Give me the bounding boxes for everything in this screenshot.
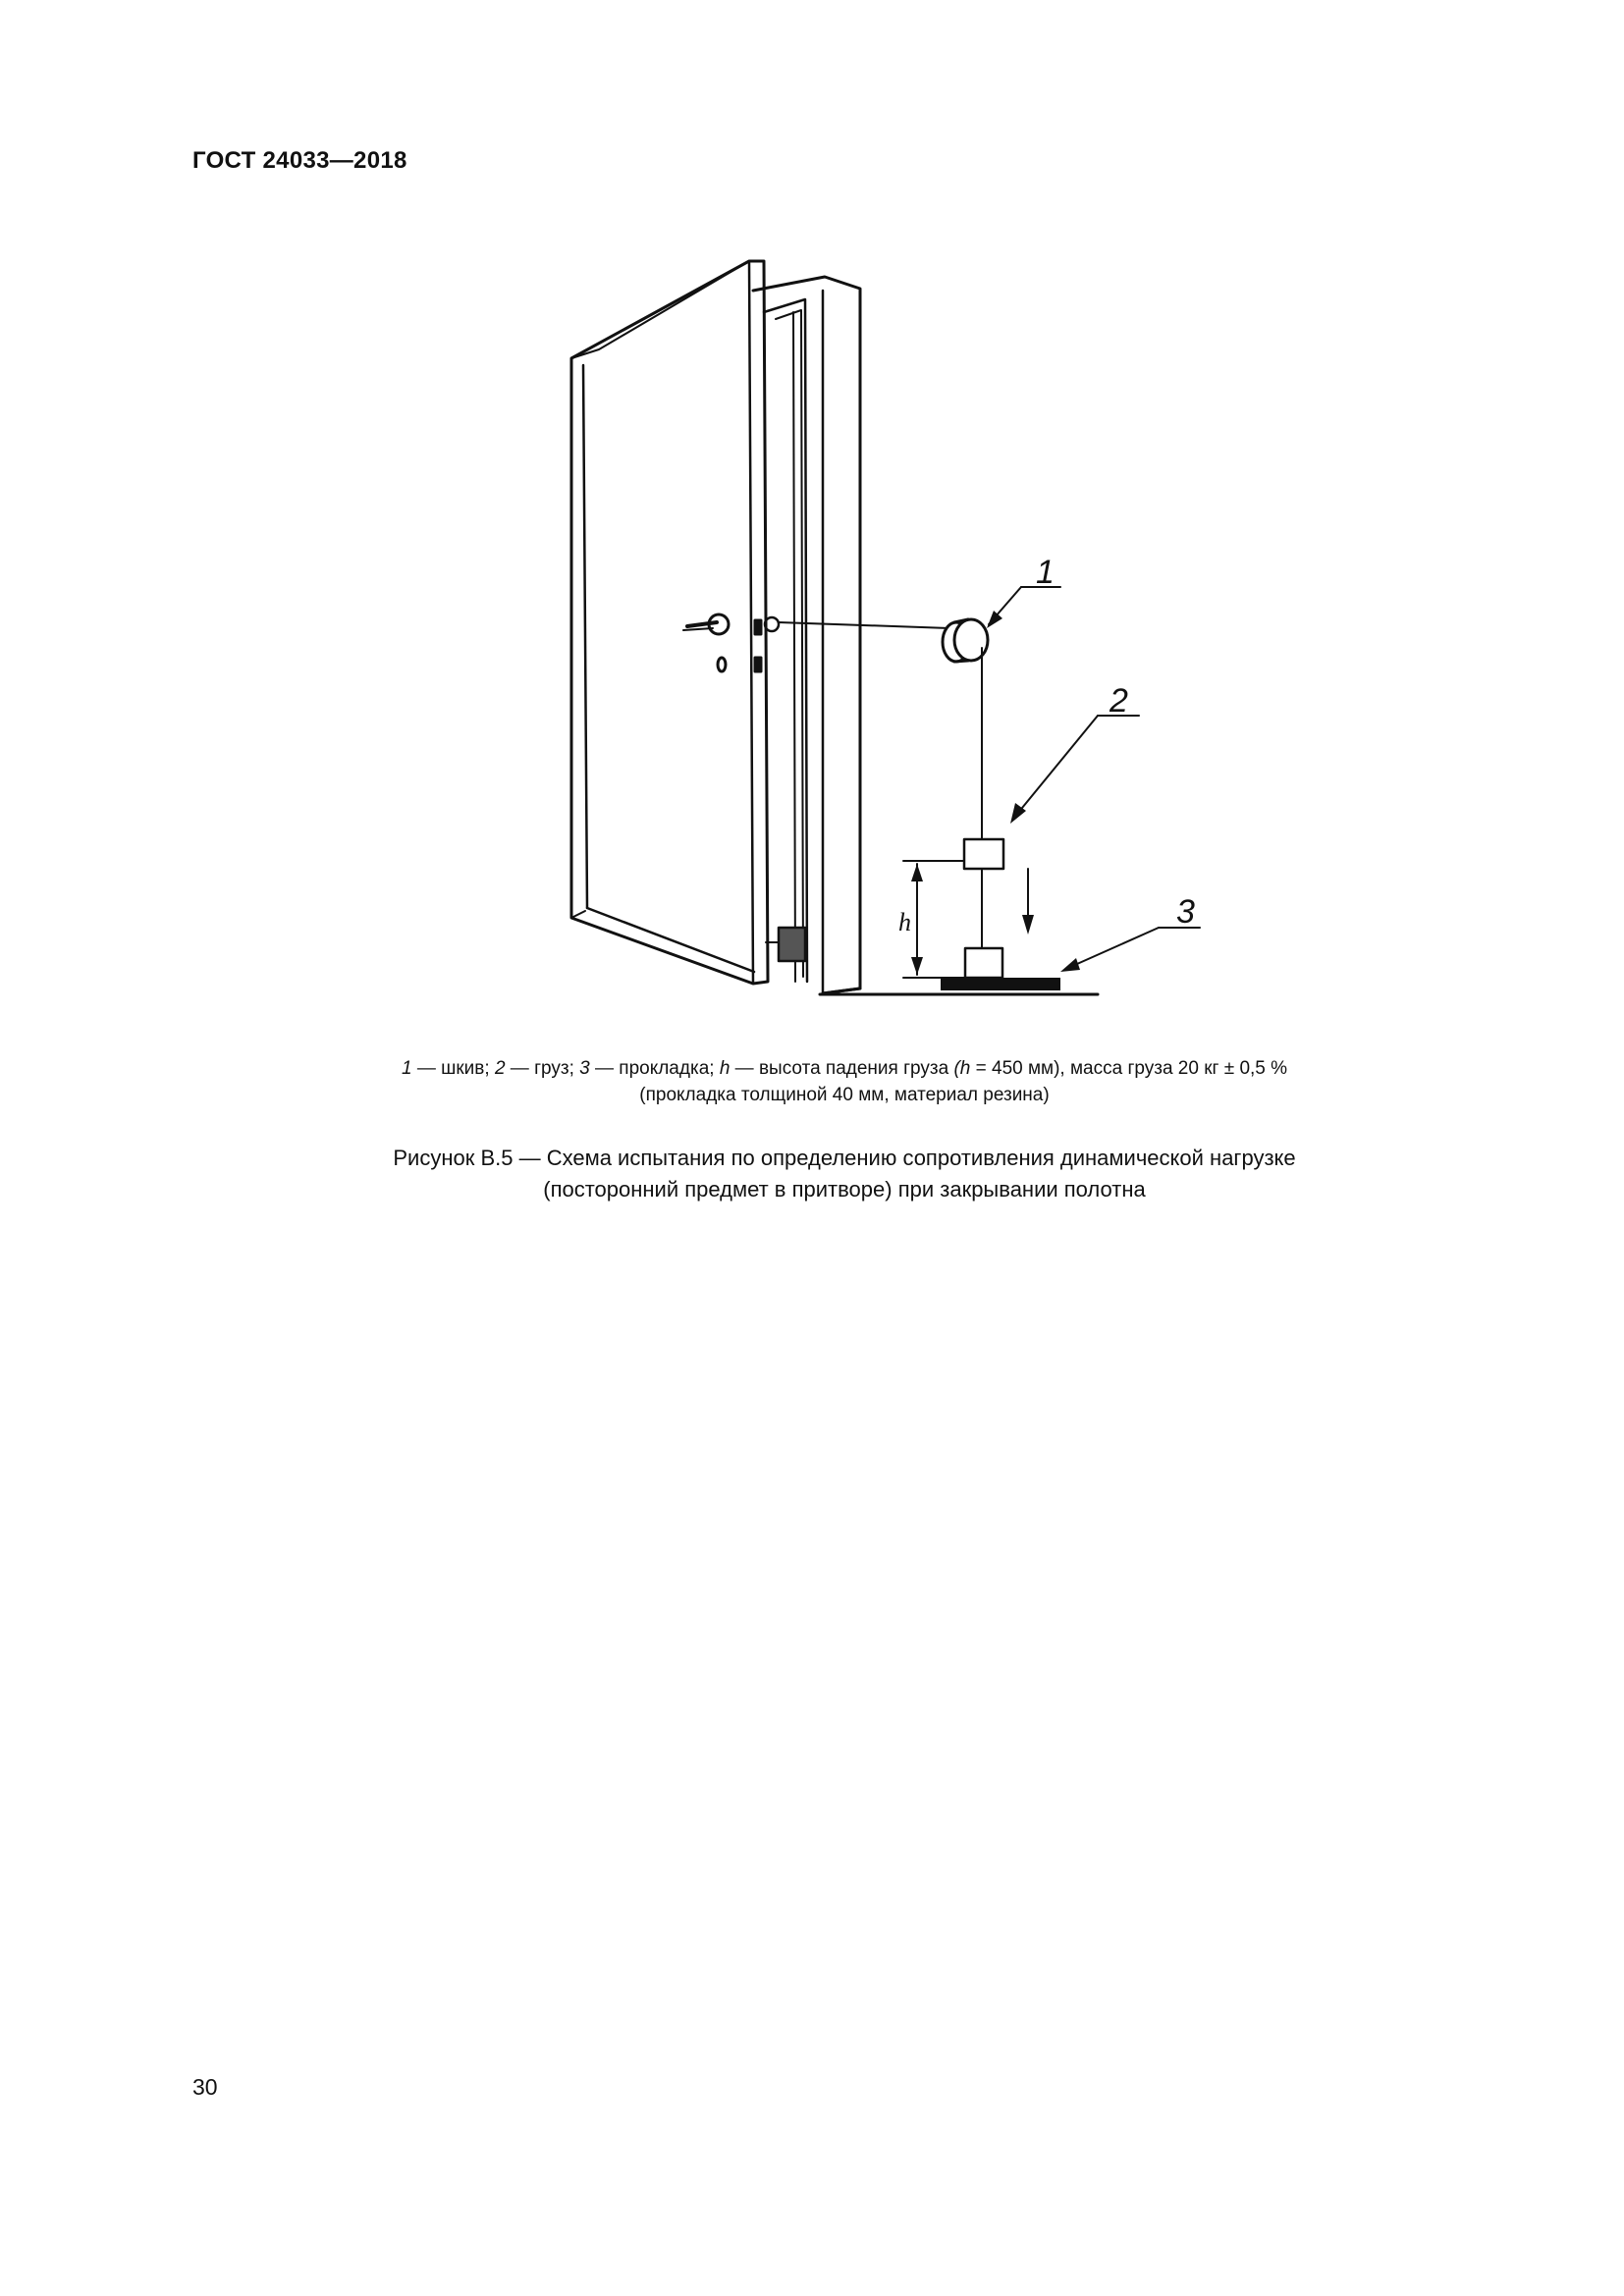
door-handle — [683, 614, 729, 671]
lock-mark — [755, 658, 761, 671]
legend-line-2: (прокладка толщиной 40 мм, материал резина) — [639, 1085, 1050, 1105]
document-header: ГОСТ 24033—2018 — [192, 147, 407, 174]
weight-lower — [965, 948, 1002, 978]
fall-direction-arrow — [1022, 869, 1034, 934]
legend-num-1: 1 — [401, 1058, 412, 1079]
callout-label-2: 2 — [1110, 682, 1128, 720]
page-number: 30 — [192, 2074, 218, 2100]
legend-symbol-h: h — [719, 1058, 731, 1079]
legend-num-3: 3 — [579, 1058, 590, 1079]
caption-line-1: Рисунок В.5 — Схема испытания по определению сопротивления динамической нагрузке — [393, 1146, 1296, 1170]
legend-line-1 — [295, 1055, 1394, 1082]
legend-text-5: = 450 мм), масса груза 20 кг ± 0,5 % — [970, 1058, 1288, 1079]
weight-upper — [964, 839, 1003, 869]
height-label: h — [898, 908, 911, 936]
door-frame — [753, 277, 860, 993]
legend-text-4: — высота падения груза — [730, 1058, 954, 1079]
legend-text-3: — прокладка; — [589, 1058, 720, 1079]
test-scheme-figure — [0, 0, 1624, 1080]
callout-leader-3 — [1060, 928, 1200, 972]
rubber-pad — [941, 978, 1060, 990]
cable-horizontal — [779, 622, 949, 628]
height-dimension — [903, 861, 964, 978]
legend-text-2: — груз; — [505, 1058, 580, 1079]
foreign-object — [779, 928, 805, 961]
callout-leader-1 — [987, 587, 1060, 628]
legend-num-2: 2 — [494, 1058, 506, 1079]
legend-paren: ( — [953, 1058, 960, 1079]
callout-leader-2 — [1010, 716, 1139, 824]
caption-line-2: (посторонний предмет в притворе) при закрывании полотна — [543, 1177, 1146, 1201]
latch-mark — [755, 620, 761, 634]
figure-caption — [245, 1143, 1443, 1205]
door-leaf — [571, 261, 768, 984]
legend-symbol-h-2: h — [959, 1058, 971, 1079]
callout-label-3: 3 — [1176, 893, 1195, 931]
legend-text-1: — шкив; — [411, 1058, 495, 1079]
callout-label-1: 1 — [1036, 554, 1055, 591]
figure-legend — [295, 1055, 1394, 1108]
